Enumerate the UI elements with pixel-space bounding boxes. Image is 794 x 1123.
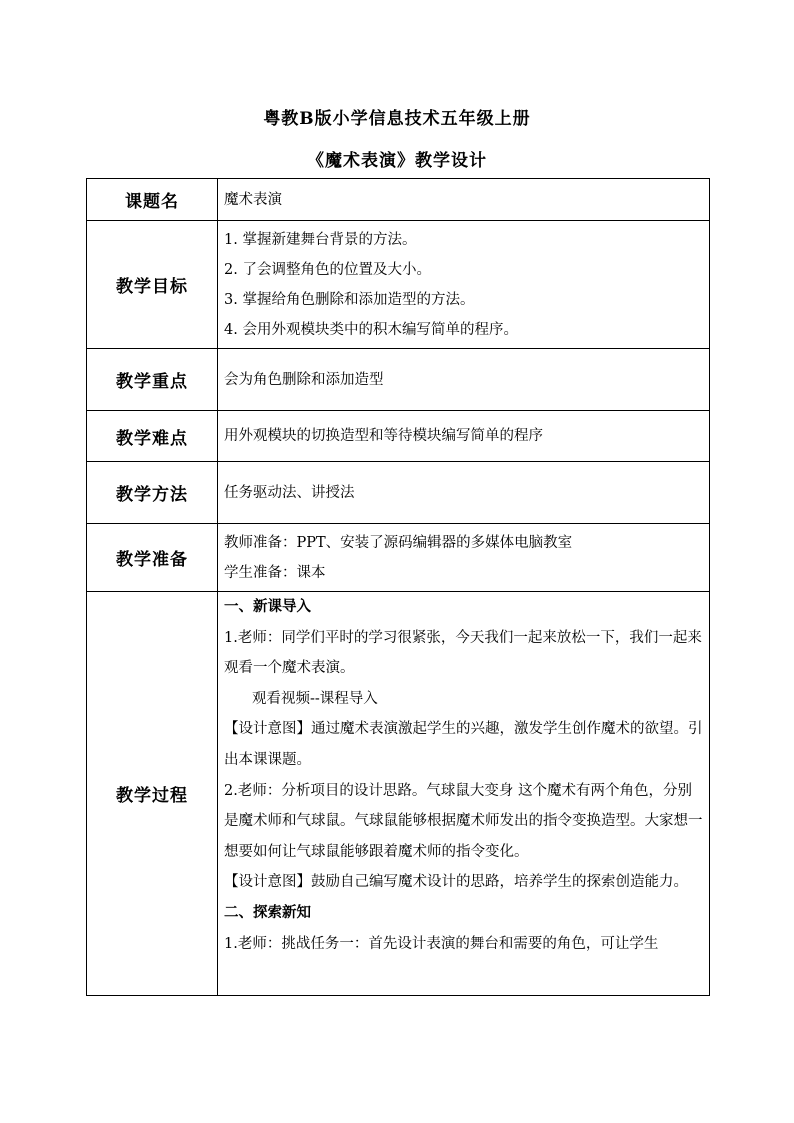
process-paragraph: 1.老师：挑战任务一：首先设计表演的舞台和需要的角色，可让学生 (224, 935, 659, 952)
table-row-method (87, 462, 710, 524)
goal-item: 3. 掌握给角色删除和添加造型的方法。 (224, 291, 475, 308)
row-label-method: 教学方法 (87, 462, 218, 524)
row-label-topic: 课题名 (87, 179, 218, 221)
focus-value: 会为角色删除和添加造型 (218, 349, 710, 411)
row-label-process: 教学过程 (87, 592, 218, 996)
goal-item: 2. 了会调整角色的位置及大小。 (224, 261, 431, 278)
row-label-focus: 教学重点 (87, 349, 218, 411)
document-title: 粤教B版小学信息技术五年级上册 (263, 109, 531, 129)
row-label-goals: 教学目标 (87, 221, 218, 349)
process-paragraph: 观看视频--课程导入 (252, 690, 378, 707)
section-heading: 一、新课导入 (224, 598, 311, 615)
table-row-process (87, 592, 710, 996)
process-content (218, 592, 710, 996)
process-paragraph: 2.老师：分析项目的设计思路。气球鼠大变身 这个魔术有两个角色，分别是魔术师和气球鼠。气球鼠能够根据魔术师发出的指令变换造型。大家想一想要如何让气球鼠能够跟着魔术师的指令变化。 (224, 782, 703, 860)
table-row-difficulty (87, 411, 710, 462)
section-heading: 二、探索新知 (224, 903, 311, 921)
difficulty-value: 用外观模块的切换造型和等待模块编写简单的程序 (218, 411, 710, 462)
teacher-prep: 教师准备：PPT、安装了源码编辑器的多媒体电脑教室 (224, 534, 573, 551)
topic-value: 魔术表演 (218, 179, 710, 221)
document-subtitle: 《魔术表演》教学设计 (307, 151, 487, 171)
method-value: 任务驱动法、讲授法 (218, 462, 710, 524)
table-row-goals (87, 221, 710, 349)
goals-list (218, 221, 710, 349)
design-intent: 【设计意图】通过魔术表演激起学生的兴趣，激发学生创作魔术的欲望。引出本课课题。 (224, 721, 703, 768)
row-label-prep: 教学准备 (87, 524, 218, 592)
prep-content (218, 524, 710, 592)
table-row-topic (87, 179, 710, 221)
table-row-prep (87, 524, 710, 592)
goal-item: 4. 会用外观模块类中的积木编写简单的程序。 (224, 321, 518, 338)
row-label-difficulty: 教学难点 (87, 411, 218, 462)
lesson-plan-table (86, 178, 710, 996)
table-row-focus (87, 349, 710, 411)
process-paragraph: 1.老师：同学们平时的学习很紧张，今天我们一起来放松一下，我们一起来观看一个魔术表演。 (224, 629, 702, 677)
goal-item: 1. 掌握新建舞台背景的方法。 (224, 231, 417, 248)
design-intent: 【设计意图】鼓励自己编写魔术设计的思路，培养学生的探索创造能力。 (224, 874, 688, 891)
student-prep: 学生准备：课本 (224, 564, 326, 581)
